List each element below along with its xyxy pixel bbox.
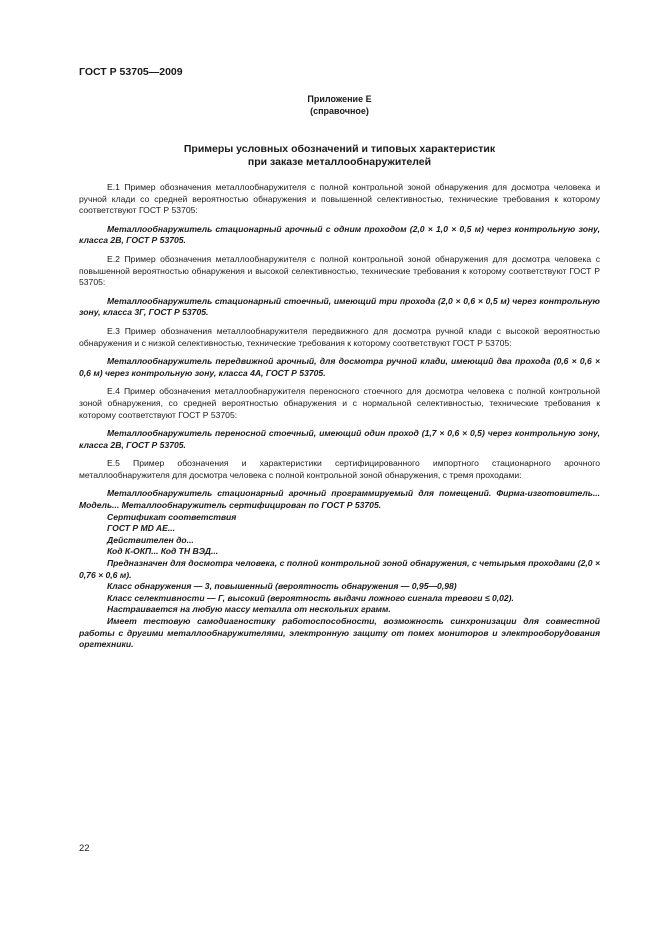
- section-title: [79, 143, 600, 169]
- tuning-text: Настраивается на любую массу металла от нескольких грамм.: [107, 604, 391, 615]
- paragraph-e2: Е.2 Пример обозначения металлообнаружителя с полной контрольной зоной обнаружения для досмотра человека с повышенной вероятностью обнаружения и высокой селективностью, технические требования к которому соответствуют ГОСТ Р 53705:: [79, 253, 600, 288]
- selectivity-class: Класс селективности — Г, высокий (вероятность выдачи ложного сигнала тревоги ≤ 0,02).: [107, 592, 514, 603]
- certificate-label: Сертификат соответствия: [107, 511, 237, 522]
- detection-class: Класс обнаружения — 3, повышенный (вероятность обнаружения — 0,95—0,98): [107, 581, 457, 592]
- paragraph-e4: Е.4 Пример обозначения металлообнаружителя переносного стоечного для досмотра человека с полной контрольной зоной обнаружения, со средней вероятностью обнаружения и с нормальной селективностью, технические требования к которому соответствуют ГОСТ Р 53705:: [79, 386, 600, 420]
- standard-header: ГОСТ Р 53705—2009: [79, 66, 183, 78]
- paragraph-e5: Е.5 Пример обозначения и характеристики сертифицированного импортного стационарного арочного металлообнаружителя для досмотра человека с полной контрольной зоной обнаружения, с тремя проходами:: [79, 458, 600, 480]
- diagnostics-text: Имеет тестовую самодиагностику работоспособности, возможность синхронизации для совместной работы с другими металлообнаружителями, электронную защиту от помех мониторов и электрооборудования оргтехники.: [79, 616, 600, 650]
- section-title-line-1: Примеры условных обозначений и типовых характеристик: [183, 143, 496, 155]
- example-e5: Металлообнаружитель стационарный арочный программируемый для помещений. Фирма-изготовитель... Модель... Металлообнаружитель сертифицирован по ГОСТ Р 53705.: [79, 488, 600, 511]
- page-number: 22: [79, 843, 90, 854]
- example-e1: Металлообнаружитель стационарный арочный с одним проходом (2,0 × 1,0 × 0,5 м) через контрольную зону, класса 2В, ГОСТ Р 53705.: [79, 223, 600, 246]
- paragraph-e1: Е.1 Пример обозначения металлообнаружителя с полной контрольной зоной обнаружения для досмотра человека и ручной клади со средней вероятностью обнаружения и повышенной селективностью, технические требования к которому соответствуют ГОСТ Р 53705:: [79, 182, 600, 216]
- annex-subtitle: (справочное): [310, 106, 369, 116]
- example-e4: Металлообнаружитель переносной стоечный, имеющий один проход (1,7 × 0,6 × 0,5) через контрольную зону, класса 2В, ГОСТ Р 53705.: [79, 428, 600, 450]
- certificate-gost: ГОСТ Р MD AE...: [107, 523, 176, 534]
- certificate-valid: Действителен до...: [107, 534, 194, 545]
- document-body: [79, 182, 600, 651]
- paragraph-e3: Е.3 Пример обозначения металлообнаружителя передвижного для досмотра ручной клади с высокой вероятностью обнаружения и с низкой селективностью, технические требования к которому соответствуют ГОСТ Р 53705:: [79, 325, 600, 348]
- annex-title: Приложение Е: [307, 94, 372, 104]
- annex-heading: [79, 93, 600, 117]
- certificate-codes: Код К-ОКП... Код ТН ВЭД...: [107, 546, 219, 557]
- purpose-text: Предназначен для досмотра человека, с полной контрольной зоной обнаружения, с четырьмя проходами (2,0 × 0,76 × 0,6 м).: [79, 558, 600, 580]
- section-title-line-2: при заказе металлообнаружителей: [247, 156, 432, 168]
- example-e2: Металлообнаружитель стационарный стоечный, имеющий три прохода (2,0 × 0,6 × 0,5 м) через контрольную зону, класса 3Г, ГОСТ Р 53705.: [79, 295, 600, 318]
- example-e3: Металлообнаружитель передвижной арочный, для досмотра ручной клади, имеющий два прохода (0,6 × 0,6 × 0,6 м) через контрольную зону, класса 4А, ГОСТ Р 53705.: [79, 356, 600, 378]
